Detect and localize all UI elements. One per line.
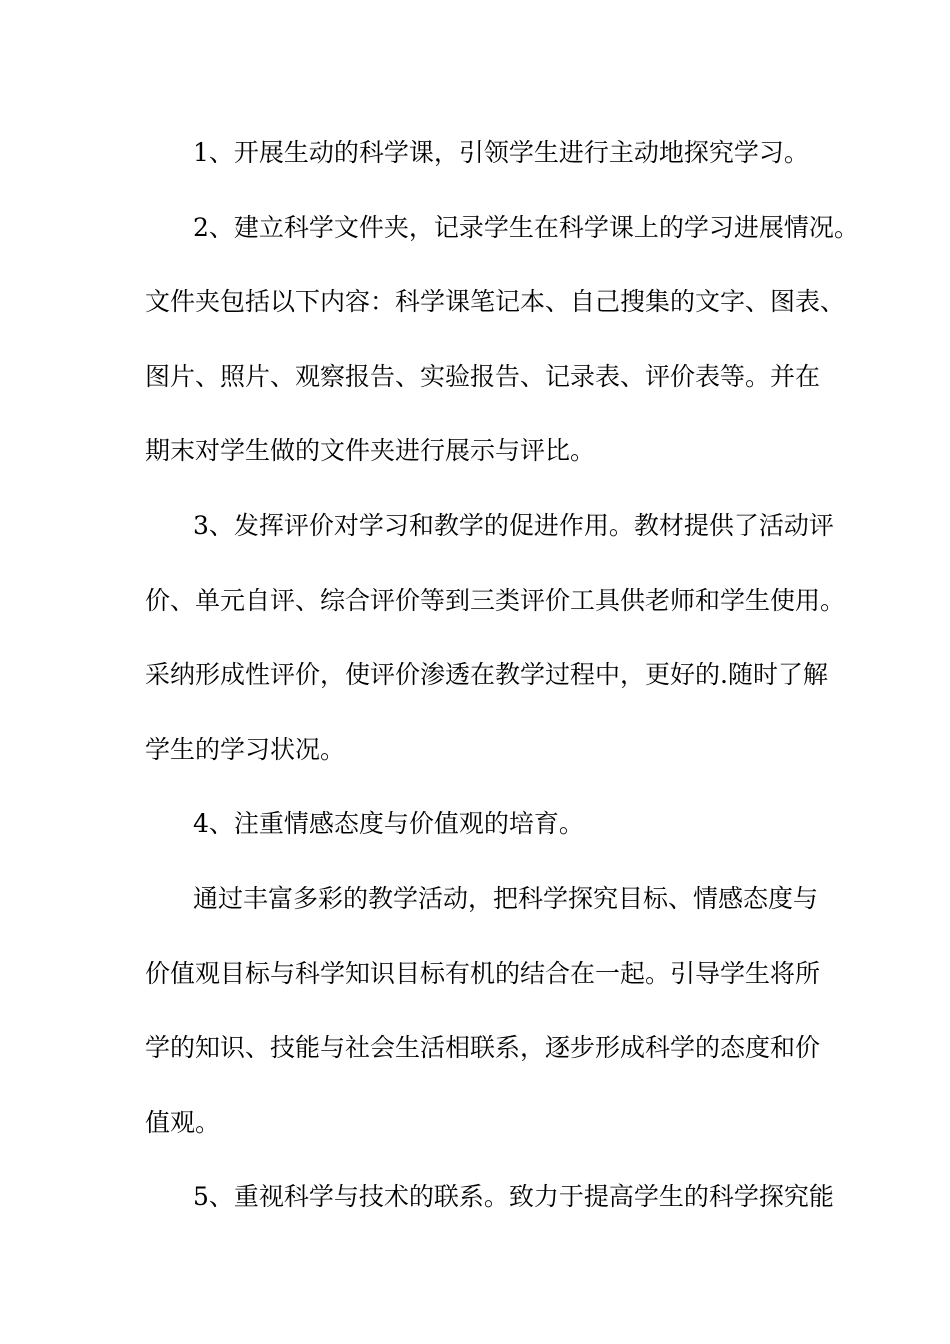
body-text — [145, 129, 859, 1248]
text-line: 采纳形成性评价，使评价渗透在教学过程中，更好的.随时了解 — [145, 660, 828, 690]
text-line: 图片、照片、观察报告、实验报告、记录表、评价表等。并在 — [145, 361, 821, 391]
text-line: 2、建立科学文件夹，记录学生在科学课上的学习进展情况。 — [193, 212, 859, 242]
text-line: 价值观目标与科学知识目标有机的结合在一起。引导学生将所 — [145, 958, 821, 988]
text-line: 值观。 — [145, 1107, 221, 1137]
text-line: 价、单元自评、综合评价等到三类评价工具供老师和学生使用。 — [145, 585, 846, 615]
text-line: 1、开展生动的科学课，引领学生进行主动地探究学习。 — [193, 138, 809, 167]
text-line: 通过丰富多彩的教学活动，把科学探究目标、情感态度与 — [193, 883, 819, 913]
text-line: 3、发挥评价对学习和教学的促进作用。教材提供了活动评 — [193, 510, 834, 540]
text-line: 学生的学习状况。 — [145, 734, 346, 764]
text-line: 5、重视科学与技术的联系。致力于提高学生的科学探究能 — [193, 1182, 834, 1212]
text-line: 4、注重情感态度与价值观的培育。 — [193, 809, 584, 839]
text-line: 文件夹包括以下内容：科学课笔记本、自己搜集的文字、图表、 — [145, 287, 846, 317]
text-line: 期末对学生做的文件夹进行展示与评比。 — [145, 436, 596, 466]
text-line: 学的知识、技能与社会生活相联系，逐步形成科学的态度和价 — [145, 1033, 821, 1063]
